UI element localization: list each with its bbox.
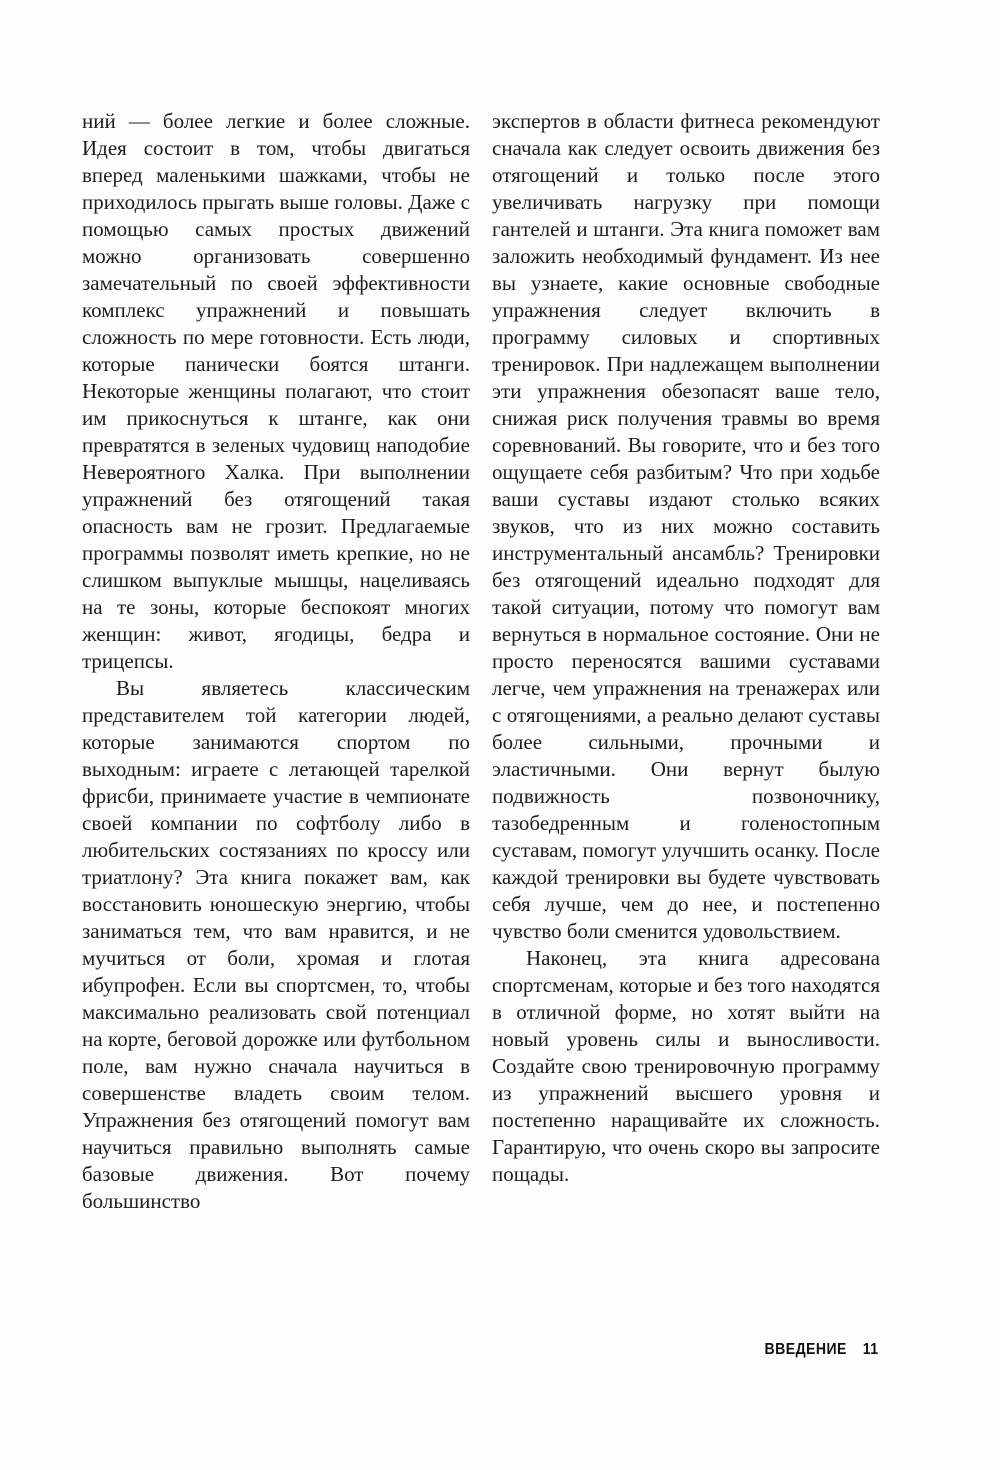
body-paragraph: Наконец, эта книга адресована спортсменам, которые и без того находятся в отличной форме, но хотят выйти на новый уровень силы и выносливости. Создайте свою тренировочную программу из упражнений высшего уровня и постепенно наращивайте их сложность. Гарантирую, что очень скоро вы запросите пощады.: [492, 946, 880, 1186]
text-column-right: [492, 108, 880, 1215]
body-paragraph: экспертов в области фитнеса рекомендуют сначала как следует освоить движения без отягощений и только после этого увеличивать нагрузку при помощи гантелей и штанги. Эта книга поможет вам заложить необходимый фундамент. Из нее вы узнаете, какие основные свободные упражнения следует включить в программу силовых и спортивных тренировок. При надлежащем выполнении эти упражнения обезопасят ваше тело, снижая риск получения травмы во время соревнований. Вы говорите, что и без того ощущаете себя разбитым? Что при ходьбе ваши суставы издают столько всяких звуков, что из них можно составить инструментальный ансамбль? Тренировки без отягощений идеально подходят для такой ситуации, потому что помогут вам вернуться в нормальное состояние. Они не просто переносятся вашими суставами легче, чем упражнения на тренажерах или с отягощениями, а реально делают суставы более сильными, прочными и эластичными. Они вернут былую подвижность позвоночнику, тазобедренным и голеностопным суставам, помогут улучшить осанку. После каждой тренировки вы будете чувствовать себя лучше, чем до нее, и постепенно чувство боли сменится удовольствием.: [492, 109, 880, 943]
two-column-text: [82, 108, 880, 1215]
body-paragraph: ний — более легкие и более сложные. Идея состоит в том, чтобы двигаться вперед маленькими шажками, чтобы не приходилось прыгать выше головы. Даже с помощью самых простых движений можно организовать совершенно замечательный по своей эффективности комплекс упражнений и повышать сложность по мере готовности. Есть люди, которые панически боятся штанги. Некоторые женщины полагают, что стоит им прикоснуться к штанге, как они превратятся в зеленых чудовищ наподобие Невероятного Халка. При выполнении упражнений без отягощений такая опасность вам не грозит. Предлагаемые программы позволят иметь крепкие, но не слишком выпуклые мышцы, нацеливаясь на те зоны, которые беспокоят многих женщин: живот, ягодицы, бедра и трицепсы.: [82, 109, 470, 673]
body-paragraph: Вы являетесь классическим представителем той категории людей, которые занимаются спортом по выходным: играете с летающей тарелкой фрисби, принимаете участие в чемпионате своей компании по софтболу либо в любительских состязаниях по кроссу или триатлону? Эта книга покажет вам, как восстановить юношескую энергию, чтобы заниматься тем, что вам нравится, и не мучиться от боли, хромая и глотая ибупрофен. Если вы спортсмен, то, чтобы максимально реализовать свой потенциал на корте, беговой дорожке или футбольном поле, вам нужно сначала научиться в совершенстве владеть своим телом. Упражнения без отягощений помогут вам научиться правильно выполнять самые базовые движения. Вот почему большинство: [82, 676, 470, 1213]
text-column-left: [82, 108, 470, 1215]
page-footer: [764, 1341, 878, 1359]
page-number: 11: [862, 1341, 878, 1358]
running-title: ВВЕДЕНИЕ: [764, 1341, 847, 1358]
